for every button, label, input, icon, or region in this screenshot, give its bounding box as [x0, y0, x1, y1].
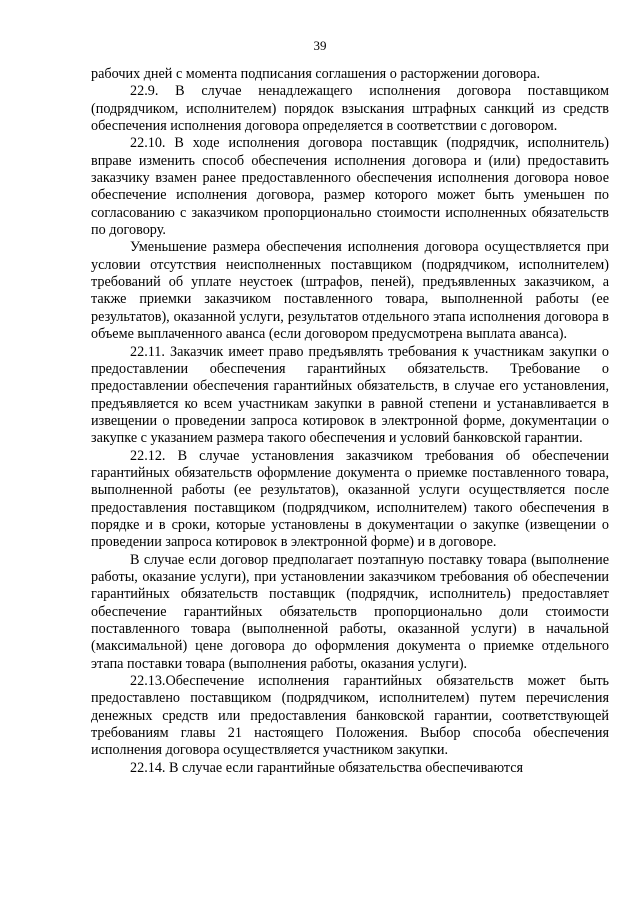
paragraph-22-9: 22.9. В случае ненадлежащего исполнения договора поставщиком (подрядчиком, исполнителем) порядок взыскания штрафных санкций из средств обеспечения исполнения договора определяется в соответствии с договором.: [91, 83, 609, 135]
paragraph-22-12: 22.12. В случае установления заказчиком требования об обеспечении гарантийных обязательств оформление документа о приемке поставленного товара, выполненной работы (ее результатов), оказанной услуги осуществляется после предоставления поставщиком (подрядчиком, исполнителем) такого обеспечения в порядке и в сроки, которые установлены в документации о закупке (извещении о проведении запроса котировок в электронной форме) и в договоре.: [91, 447, 609, 551]
document-body: [91, 66, 609, 777]
paragraph-staged-delivery: В случае если договор предполагает поэтапную поставку товара (выполнение работы, оказание услуги), при установлении заказчиком требования об обеспечении гарантийных обязательств поставщик (подрядчик, исполнитель) предоставляет обеспечение гарантийных обязательств пропорционально доли стоимости поставленного товара (выполненной работы, оказанной услуги) в начальной (максимальной) цене договора до оформления документа о приемке отдельного этапа поставки товара (выполнения работы, оказания услуги).: [91, 551, 609, 672]
paragraph-22-11: 22.11. Заказчик имеет право предъявлять требования к участникам закупки о предоставлении обеспечения гарантийных обязательств. Требование о предоставлении обеспечения гарантийных обязательств, в случае его установления, предъявляется ко всем участникам закупки в равной степени и устанавливается в извещении о проведении запроса котировок в электронной форме, документации о закупке с указанием размера такого обеспечения и условий банковской гарантии.: [91, 343, 609, 447]
paragraph-22-10: 22.10. В ходе исполнения договора поставщик (подрядчик, исполнитель) вправе изменить способ обеспечения исполнения договора и (или) предоставить заказчику взамен ранее предоставленного обеспечения исполнения договора новое обеспечение исполнения договора, размер которого может быть уменьшен по согласованию с заказчиком пропорционально стоимости исполненных обязательств по договору.: [91, 135, 609, 239]
paragraph-22-13: 22.13.Обеспечение исполнения гарантийных обязательств может быть предоставлено поставщиком (подрядчиком, исполнителем) путем перечисления денежных средств или предоставления банковской гарантии, соответствующей требованиям главы 21 настоящего Положения. Выбор способа обеспечения исполнения договора осуществляется участником закупки.: [91, 673, 609, 759]
paragraph-security-reduction: Уменьшение размера обеспечения исполнения договора осуществляется при условии отсутствия неисполненных поставщиком (подрядчиком, исполнителем) требований об уплате неустоек (штрафов, пеней), предъявленных заказчиком, а также приемки заказчиком поставленного товара, выполненной работы (ее результатов), оказанной услуги, результатов отдельного этапа исполнения договора в объеме выплаченного аванса (если договором предусмотрена выплата аванса).: [91, 239, 609, 343]
page-number: 39: [313, 38, 327, 53]
paragraph-22-14: 22.14. В случае если гарантийные обязательства обеспечиваются: [130, 759, 524, 776]
paragraph-continuation: рабочих дней с момента подписания соглашения о расторжении договора.: [91, 66, 541, 82]
